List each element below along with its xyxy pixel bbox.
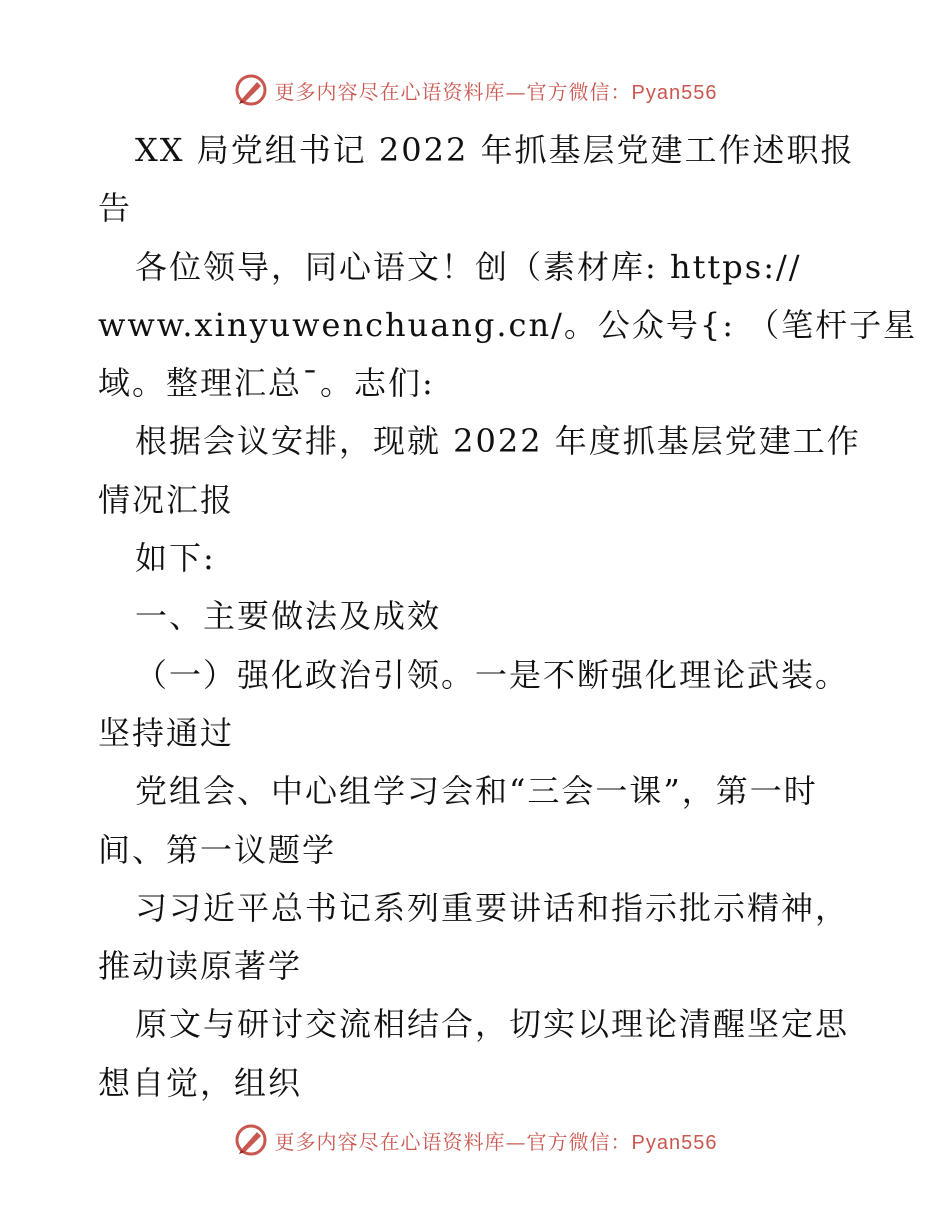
- footer-banner-label: 更多内容尽在心语资料库—官方微信：: [274, 1129, 632, 1154]
- paragraph-line: www.xinyuwenchuang.cn/。公众号{: （笔杆子星: [98, 305, 918, 344]
- document-title-line-1: XX 局党组书记 2022 年抓基层党建工作述职报: [135, 131, 855, 169]
- header-banner-text: [275, 76, 718, 105]
- paragraph-line: 推动读原著学: [98, 947, 303, 986]
- header-banner-label: 更多内容尽在心语资料库—官方微信：: [274, 79, 632, 104]
- paragraph-line: （一）强化政治引领。一是不断强化理论武装。: [135, 655, 850, 694]
- footer-banner-text: [275, 1126, 718, 1155]
- paragraph-line: 如下:: [135, 539, 216, 578]
- header-wechat-id: Pyan556: [631, 81, 718, 104]
- section-heading: 一、主要做法及成效: [135, 597, 442, 636]
- footer-wechat-id: Pyan556: [631, 1131, 718, 1154]
- footer-banner: [0, 1120, 950, 1160]
- paragraph-line: 想自觉，组织: [98, 1063, 303, 1102]
- pen-logo-icon: [233, 72, 269, 108]
- paragraph-line: 习习近平总书记系列重要讲话和指示批示精神，: [135, 888, 850, 927]
- paragraph-line: 域。整理汇总¯。志们:: [98, 364, 435, 403]
- paragraph-line: 各位领导，同心语文！创（素材库: https://: [135, 247, 802, 286]
- header-banner: [0, 70, 950, 110]
- document-body: [98, 121, 918, 1112]
- pen-logo-icon: [233, 1122, 269, 1158]
- document-title-line-2: 告: [98, 189, 133, 228]
- paragraph-line: 根据会议安排，现就 2022 年度抓基层党建工作: [135, 422, 861, 461]
- paragraph-line: 原文与研讨交流相结合，切实以理论清醒坚定思: [135, 1005, 850, 1044]
- paragraph-line: 坚持通过: [98, 713, 235, 752]
- paragraph-line: 间、第一议题学: [98, 830, 337, 869]
- paragraph-line: 党组会、中心组学习会和“三会一课”，第一时: [135, 772, 818, 811]
- paragraph-line: 情况汇报: [98, 480, 235, 519]
